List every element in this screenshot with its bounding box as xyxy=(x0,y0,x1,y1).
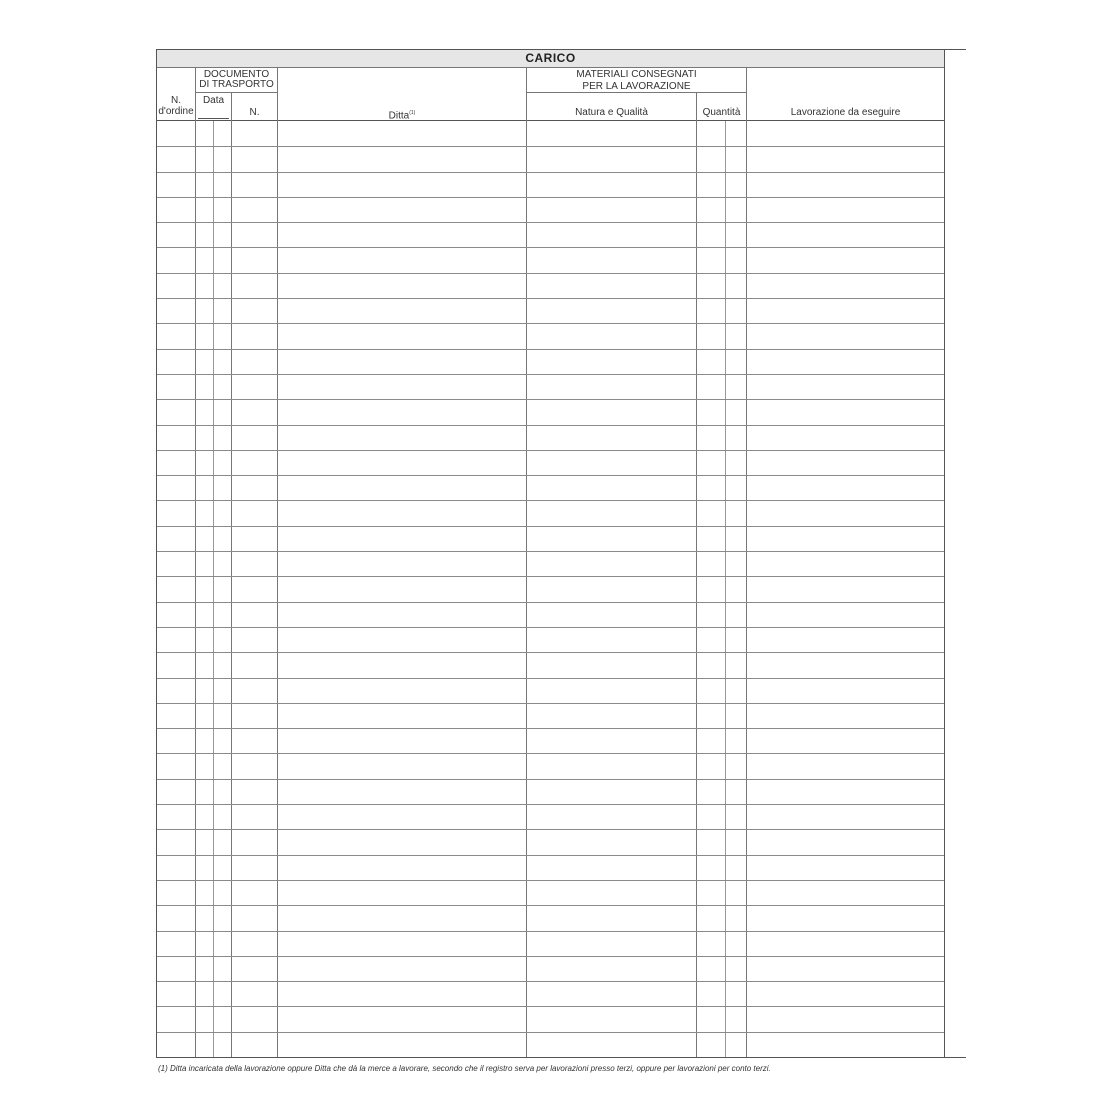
table-row-line xyxy=(157,247,944,248)
table-row-line xyxy=(157,602,944,603)
data-underline xyxy=(198,118,229,119)
table-row-line xyxy=(157,880,944,881)
table-row-line xyxy=(157,1032,944,1033)
form-title: CARICO xyxy=(525,51,576,65)
header-quantita: Quantità xyxy=(702,107,741,118)
table-row-line xyxy=(157,500,944,501)
header-ditta-note: (1) xyxy=(409,110,416,116)
header-natura-qualita: Natura e Qualità xyxy=(575,107,648,118)
table-row-line xyxy=(157,804,944,805)
header-materiali-line1: MATERIALI CONSEGNATI xyxy=(576,69,697,80)
table-row-line xyxy=(157,475,944,476)
table-row-line xyxy=(157,829,944,830)
table-row-line xyxy=(157,349,944,350)
header-n-ordine-line2: d'ordine xyxy=(158,106,194,117)
header-n-ordine-line1: N. xyxy=(171,95,181,106)
table-row-line xyxy=(157,323,944,324)
header-numero: N. xyxy=(249,107,260,118)
title-band xyxy=(157,50,944,68)
documento-subdivider xyxy=(196,92,277,93)
header-data: Data xyxy=(202,95,225,106)
table-row-line xyxy=(157,905,944,906)
data-subcolumn-line xyxy=(213,121,214,1057)
table-row-line xyxy=(157,753,944,754)
quantita-subcolumn-line xyxy=(725,121,726,1057)
frame-right-border xyxy=(944,49,945,1058)
table-row-line xyxy=(157,172,944,173)
table-row-line xyxy=(157,298,944,299)
frame-left-border xyxy=(156,49,157,1058)
column-divider-natura xyxy=(696,93,697,1057)
table-row-line xyxy=(157,399,944,400)
table-row-line xyxy=(157,576,944,577)
table-row-line xyxy=(157,222,944,223)
table-row-line xyxy=(157,678,944,679)
table-row-line xyxy=(157,273,944,274)
header-ditta-label: Ditta xyxy=(388,110,410,122)
header-materiali-line2: PER LA LAVORAZIONE xyxy=(582,81,691,92)
column-divider-n-ordine xyxy=(195,67,196,1057)
header-ditta xyxy=(278,108,526,121)
table-row-line xyxy=(157,627,944,628)
table-row-line xyxy=(157,956,944,957)
column-divider-ditta xyxy=(526,67,527,1057)
table-row-line xyxy=(157,855,944,856)
column-divider-data xyxy=(231,93,232,1057)
table-row-line xyxy=(157,146,944,147)
table-row-line xyxy=(157,425,944,426)
table-row-line xyxy=(157,374,944,375)
table-row-line xyxy=(157,981,944,982)
table-row-line xyxy=(157,551,944,552)
table-row-line xyxy=(157,779,944,780)
table-row-line xyxy=(157,703,944,704)
frame-bottom-border xyxy=(156,1057,966,1058)
header-documento-line1: DOCUMENTO xyxy=(203,69,270,80)
column-divider-quantita xyxy=(746,67,747,1057)
table-row-line xyxy=(157,931,944,932)
table-row-line xyxy=(157,728,944,729)
header-lavorazione: Lavorazione da eseguire xyxy=(790,107,901,118)
materiali-subdivider xyxy=(526,92,746,93)
header-documento-line2: DI TRASPORTO xyxy=(199,79,274,90)
table-row-line xyxy=(157,1006,944,1007)
header-bottom-line xyxy=(157,120,944,121)
table-row-line xyxy=(157,450,944,451)
table-row-line xyxy=(157,526,944,527)
column-divider-numero xyxy=(277,67,278,1057)
table-row-line xyxy=(157,197,944,198)
footnote: (1) Ditta incaricata della lavorazione oppure Ditta che dà la merce a lavorare, secondo che il registro serva per lavorazioni presso terzi, oppure per lavorazioni per conto terzi. xyxy=(158,1064,771,1073)
table-row-line xyxy=(157,652,944,653)
